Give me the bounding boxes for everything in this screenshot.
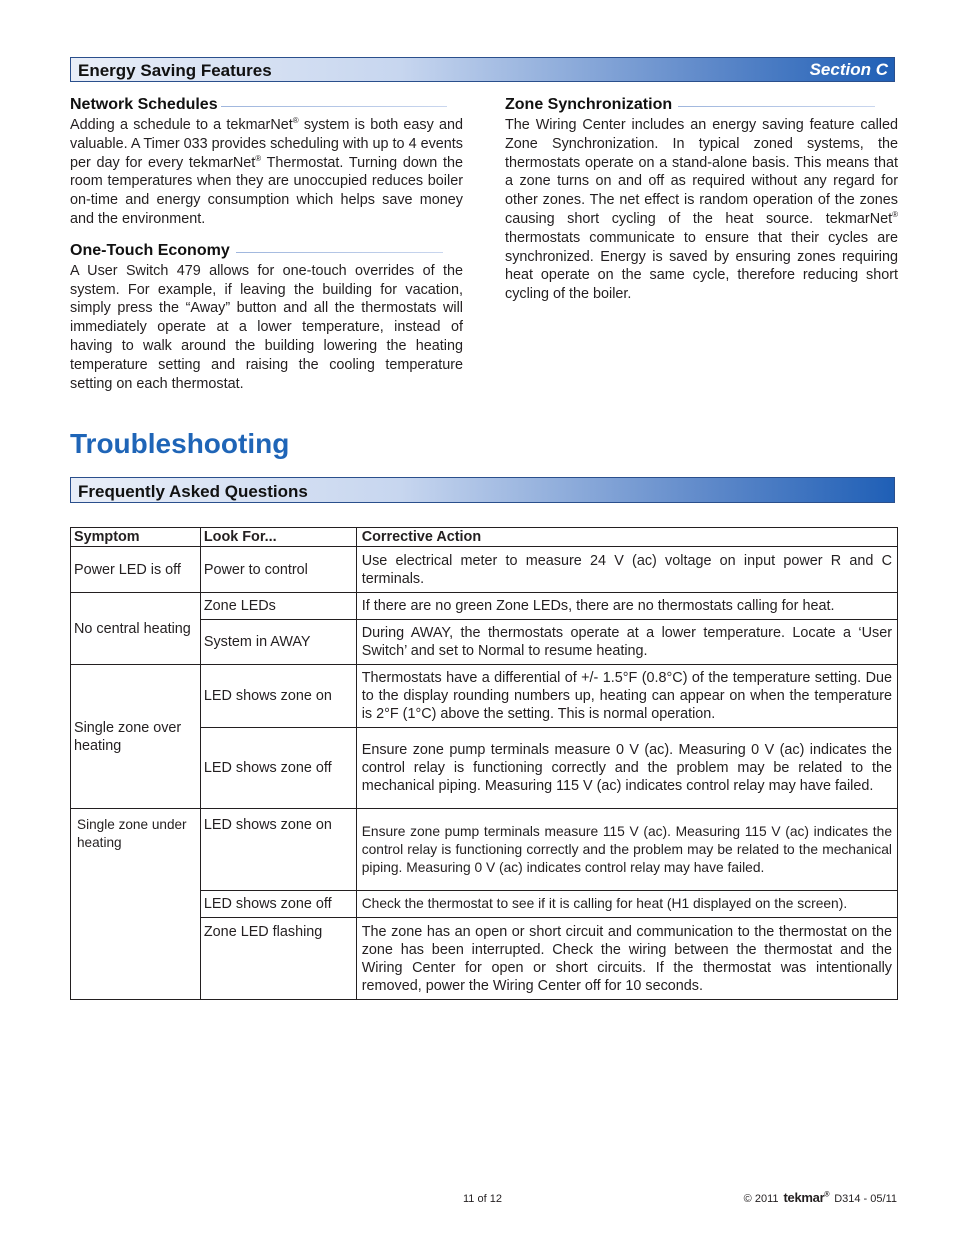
troubleshooting-title: Troubleshooting [70,428,290,459]
zone-synchronization-heading [505,95,898,115]
table-row [71,547,898,593]
heading-rule [221,106,447,107]
table-row [71,593,898,620]
look-for-cell: LED shows zone off [200,891,356,918]
section-label: Section C [809,60,888,79]
look-for-cell: LED shows zone on [200,809,356,891]
left-column [70,95,463,393]
faq-title: Frequently Asked Questions [78,482,308,501]
heading-rule [678,106,875,107]
table-header-row [71,528,898,547]
look-for-cell: LED shows zone off [200,728,356,809]
look-for-cell: Zone LEDs [200,593,356,620]
footer-imprint [744,1190,897,1205]
registered-mark: ® [292,116,299,126]
faq-header-bar [70,477,895,503]
network-schedules-text [70,116,463,229]
logo-registered-mark: ® [824,1191,830,1199]
action-cell: The zone has an open or short circuit and communication to the thermostat on the zone has been interrupted. Check the wiring between the thermostat and the Wiring Center for open or short circuits. If the thermostat was intentionally removed, power the Wiring Center off for 10 seconds. [356,918,897,1000]
look-for-cell: System in AWAY [200,620,356,665]
header-look-for: Look For... [200,528,356,547]
tekmar-logo [784,1190,830,1205]
logo-text: tekmar [783,1190,825,1205]
right-column [505,95,898,304]
network-text-part: Thermostat. Turning down the room temperatures when they are unoccupied reduces boiler on-time and energy consumption which helps save money and the environment. [70,154,463,227]
zonesync-text-part: thermostats communicate to ensure that their cycles are synchronized. Energy is saved by ensuring zones requiring heat operate on the same cycle, therefore reducing short cycling of the boiler. [505,229,898,303]
header-corrective-action: Corrective Action [356,528,897,547]
look-for-cell: LED shows zone on [200,665,356,728]
header-symptom: Symptom [71,528,201,547]
action-cell: Ensure zone pump terminals measure 0 V (ac). Measuring 0 V (ac) indicates the control relay is functioning correctly and the problem may be related to the mechanical piping. Measuring 115 V (ac) indicates control relay may have failed. [356,728,897,809]
energy-saving-title: Energy Saving Features [78,61,272,80]
action-cell: Ensure zone pump terminals measure 115 V (ac). Measuring 115 V (ac) indicates the control relay is functioning correctly and the problem may be related to the mechanical piping. Measuring 0 V (ac) indicates control relay may have failed. [356,809,897,891]
symptom-cell: Power LED is off [71,547,201,593]
registered-mark: ® [892,210,898,220]
symptom-cell: No central heating [71,593,201,665]
action-cell: If there are no green Zone LEDs, there are no thermostats calling for heat. [356,593,897,620]
action-cell: Use electrical meter to measure 24 V (ac) voltage on input power R and C terminals. [356,547,897,593]
action-cell: During AWAY, the thermostats operate at a lower temperature. Locate a ‘User Switch’ and set to Normal to resume heating. [356,620,897,665]
zone-synchronization-text [505,116,898,304]
copyright: © 2011 [743,1193,779,1205]
energy-saving-header-bar [70,57,895,82]
page-number: 11 of 12 [463,1193,502,1205]
symptom-cell: Single zone over heating [71,665,201,809]
symptom-cell: Single zone under heating [71,809,201,1000]
one-touch-economy-heading-text: One-Touch Economy [70,241,230,259]
zonesync-text-part: The Wiring Center includes an energy saving feature called Zone Synchronization. In typical zoned systems, the thermostats operate on a stand-alone basis. This means that a zone turns on and off as required without any regard for other zones. The net effect is random operation of the zones causing short cycling of the heat source. tekmarNet [505,117,898,227]
action-cell: Check the thermostat to see if it is calling for heat (H1 displayed on the screen). [356,891,897,918]
document-code: D314 - 05/11 [834,1193,897,1205]
table-row [71,809,898,891]
one-touch-economy-heading [70,241,463,261]
registered-mark: ® [255,153,262,163]
network-schedules-heading-text: Network Schedules [70,96,218,113]
network-text-part: system is both easy and valuable. A Timer 033 provides scheduling with up to 4 events per day for every tekmarNet [70,117,463,171]
zone-synchronization-heading-text: Zone Synchronization [505,96,673,113]
action-cell: Thermostats have a differential of +/- 1.5°F (0.8°C) of the temperature setting. Due to the display rounding numbers up, heating can appear on when the temperature is 2°F (1°C) above the setting. This is normal operation. [356,665,897,728]
table-row [71,665,898,728]
look-for-cell: Zone LED flashing [200,918,356,1000]
network-schedules-heading [70,95,463,115]
faq-table [70,527,898,1000]
heading-rule [236,252,443,253]
network-text-part: Adding a schedule to a tekmarNet [70,117,293,133]
one-touch-economy-text: A User Switch 479 allows for one-touch overrides of the system. For example, if leaving the building for vacation, simply press the “Away” button and all the thermostats will immediately operate at a lower temperature, instead of having to walk around the building lowering the heating temperature setting and raising the cooling temperature setting on each thermostat. [70,262,463,392]
look-for-cell: Power to control [200,547,356,593]
